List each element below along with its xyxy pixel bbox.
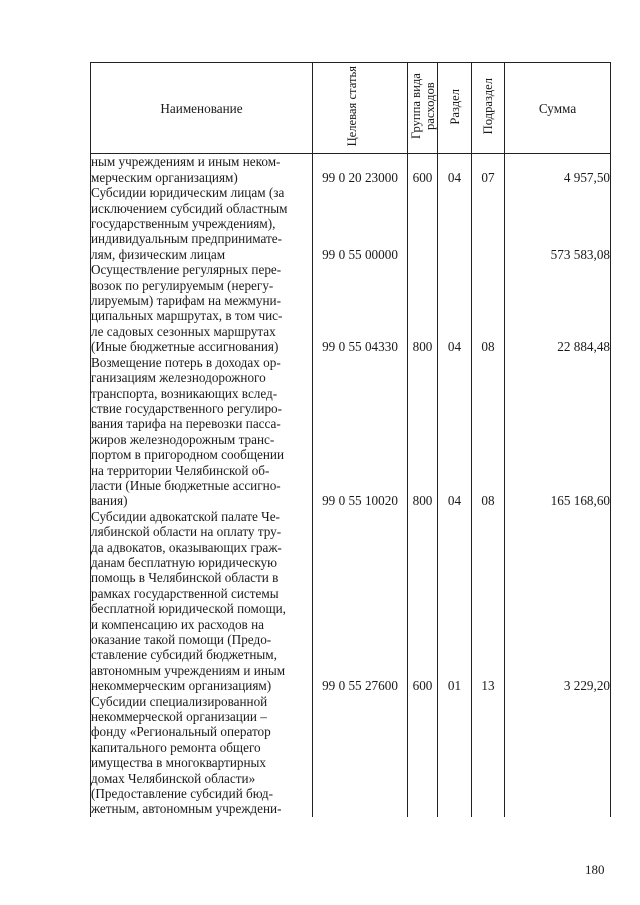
table-row — [91, 355, 611, 509]
row-name-line: капитального ремонта общего — [91, 739, 261, 755]
row-name-line: Субсидии юридическим лицам (за — [91, 185, 285, 201]
row-subsection — [472, 185, 505, 262]
table-row — [91, 185, 611, 262]
row-expense-group: 600 — [408, 154, 438, 185]
row-name-line: данам бесплатную юридическую — [91, 554, 278, 570]
row-name-line: помощь в Челябинской области в — [91, 570, 279, 586]
header-amount: Сумма — [505, 63, 611, 154]
header-expense-group: Группа вида расходов — [408, 63, 438, 154]
row-name — [91, 509, 313, 694]
table-row — [91, 262, 611, 354]
row-name-line: портом в пригородном сообщении — [91, 447, 285, 463]
row-name-line: имущества в многоквартирных — [91, 755, 267, 771]
row-subsection: 13 — [472, 509, 505, 694]
header-target-article: Целевая статья — [313, 63, 408, 154]
row-name-line: ствие государственного регулиро- — [91, 400, 283, 416]
row-name-line: Осуществление регулярных пере- — [91, 262, 282, 278]
table-row — [91, 694, 611, 817]
row-name-line: некоммерческой организации – — [91, 709, 267, 725]
table-row — [91, 154, 611, 185]
row-expense-group — [408, 185, 438, 262]
row-name — [91, 185, 313, 262]
row-name-line: исключением субсидий областным — [91, 200, 288, 216]
row-amount: 573 583,08 — [505, 185, 611, 262]
row-name-line: ласти (Иные бюджетные ассигно- — [91, 477, 281, 493]
row-section: 04 — [438, 262, 472, 354]
row-name-line: бесплатной юридической помощи, — [91, 601, 286, 617]
row-amount: 4 957,50 — [505, 154, 611, 185]
row-target-article: 99 0 20 23000 — [313, 154, 408, 185]
row-name-line: автономным учреждениям и иным — [91, 662, 286, 678]
row-expense-group: 800 — [408, 355, 438, 509]
row-name-line: лябинской области на оплату тру- — [91, 524, 282, 540]
row-name — [91, 355, 313, 509]
row-name-line: мерческим организациям) — [91, 169, 238, 185]
row-target-article: 99 0 55 27600 — [313, 509, 408, 694]
row-name-line: жиров железнодорожным транс- — [91, 431, 275, 447]
row-name-line: Субсидии адвокатской палате Че- — [91, 508, 280, 524]
row-expense-group — [408, 694, 438, 817]
row-name-line: вания) — [91, 493, 128, 509]
row-name-line: лируемым) тарифам на межмуни- — [91, 293, 282, 309]
row-expense-group: 600 — [408, 509, 438, 694]
row-name — [91, 694, 313, 817]
page-number: 180 — [585, 862, 605, 877]
row-name-line: ципальных маршрутах, в том чис- — [91, 308, 283, 324]
row-name-line: (Иные бюджетные ассигнования) — [91, 339, 279, 355]
row-name — [91, 154, 313, 185]
row-name-line: на территории Челябинской об- — [91, 462, 270, 478]
row-name-line: жетным, автономным учреждени- — [91, 801, 282, 817]
budget-table — [90, 62, 611, 817]
header-name: Наименование — [91, 63, 313, 154]
row-name-line: ле садовых сезонных маршрутах — [91, 323, 276, 339]
row-amount: 165 168,60 — [505, 355, 611, 509]
row-name-line: лям, физическим лицам — [91, 246, 226, 262]
table-header-row — [91, 63, 611, 154]
row-name-line: (Предоставление субсидий бюд- — [91, 786, 274, 802]
row-name-line: некоммерческим организациям) — [91, 678, 272, 694]
row-section: 04 — [438, 355, 472, 509]
row-expense-group: 800 — [408, 262, 438, 354]
row-name-line: ганизациям железнодорожного — [91, 370, 266, 386]
row-name-line: фонду «Региональный оператор — [91, 724, 271, 740]
row-name-line: индивидуальным предпринимате- — [91, 231, 283, 247]
row-name-line: и компенсацию их расходов на — [91, 616, 264, 632]
row-amount — [505, 694, 611, 817]
row-section — [438, 694, 472, 817]
row-target-article: 99 0 55 04330 — [313, 262, 408, 354]
row-name-line: вания тарифа на перевозки пасса- — [91, 416, 281, 432]
row-section: 01 — [438, 509, 472, 694]
row-target-article — [313, 694, 408, 817]
row-amount: 3 229,20 — [505, 509, 611, 694]
row-name-line: да адвокатов, оказывающих граж- — [91, 539, 282, 555]
row-name-line: ставление субсидий бюджетным, — [91, 647, 277, 663]
row-name-line: государственным учреждениям), — [91, 216, 276, 232]
row-amount: 22 884,48 — [505, 262, 611, 354]
row-section — [438, 185, 472, 262]
table-row — [91, 509, 611, 694]
row-subsection: 08 — [472, 262, 505, 354]
row-target-article: 99 0 55 10020 — [313, 355, 408, 509]
row-target-article: 99 0 55 00000 — [313, 185, 408, 262]
row-name-line: рамках государственной системы — [91, 585, 279, 601]
row-subsection: 08 — [472, 355, 505, 509]
header-section: Раздел — [438, 63, 472, 154]
row-name-line: транспорта, возникающих вслед- — [91, 385, 278, 401]
row-name-line: Субсидии специализированной — [91, 693, 268, 709]
row-name-line: возок по регулируемым (нерегу- — [91, 277, 274, 293]
row-name-line: ным учреждениям и иным неком- — [91, 154, 281, 170]
row-name-line: Возмещение потерь в доходах ор- — [91, 354, 281, 370]
row-name-line: домах Челябинской области» — [91, 770, 256, 786]
row-subsection — [472, 694, 505, 817]
header-subsection: Подраздел — [472, 63, 505, 154]
row-subsection: 07 — [472, 154, 505, 185]
row-name — [91, 262, 313, 354]
row-name-line: оказание такой помощи (Предо- — [91, 632, 272, 647]
row-section: 04 — [438, 154, 472, 185]
